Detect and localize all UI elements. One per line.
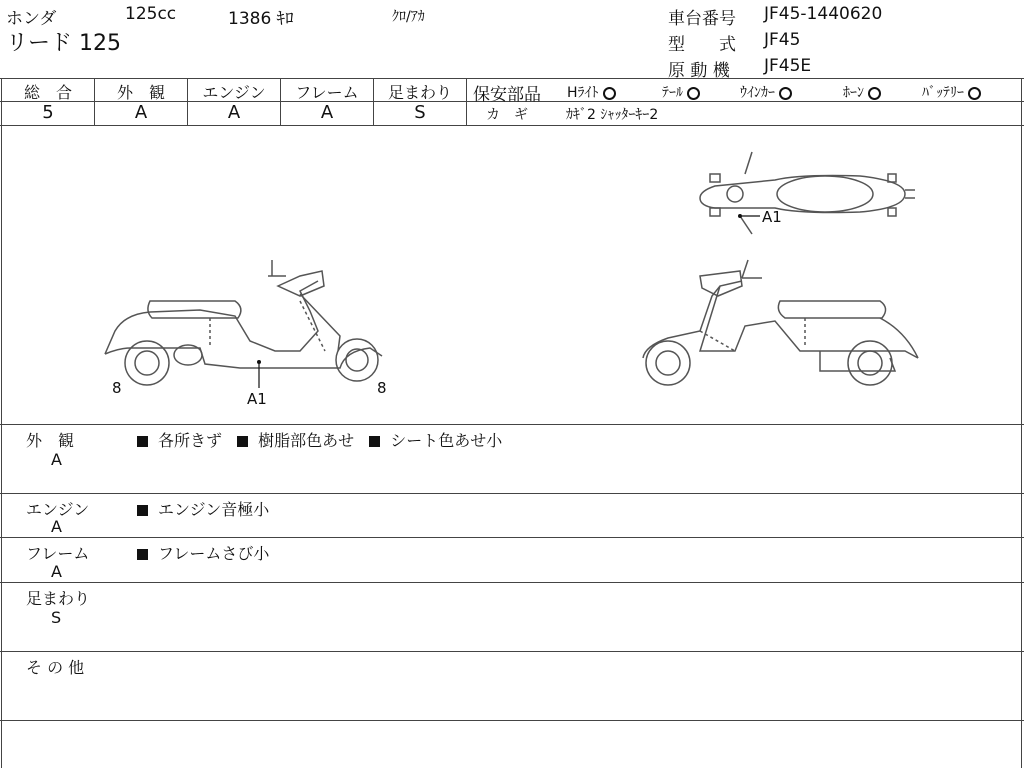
- bullet-square-icon: [369, 436, 380, 447]
- frame-no: JF45-1440620: [764, 4, 883, 24]
- bullet-square-icon: [137, 505, 148, 516]
- svg-text:A1: A1: [762, 208, 782, 226]
- key-value: ｶｷﾞ2 ｼｬｯﾀｰｷｰ2: [566, 107, 659, 123]
- grade-value-frame: A: [320, 102, 334, 123]
- safety-item-headlight: Hﾗｲﾄ: [567, 82, 616, 102]
- scooter-diagram: [0, 126, 1022, 424]
- section-grade-engine: A: [51, 517, 62, 536]
- maker: ホンダ: [6, 9, 57, 29]
- safety-item-horn: ﾎｰﾝ: [843, 82, 881, 102]
- frame-no-label: 車台番号: [668, 9, 736, 29]
- divider: [0, 582, 1024, 583]
- bullet-square-icon: [237, 436, 248, 447]
- grade-label-frame: フレーム: [295, 83, 359, 102]
- check-circle-icon: [687, 87, 700, 100]
- safety-item-winker: ｳｲﾝｶｰ: [740, 82, 792, 102]
- color: ｸﾛ/ｱｶ: [392, 9, 425, 25]
- scooter-right-side-icon: [643, 260, 918, 385]
- safety-item-battery: ﾊﾞｯﾃﾘｰ: [922, 82, 981, 102]
- section-notes-exterior: 各所きず 樹脂部色あせ シート色あせ小: [137, 428, 502, 451]
- section-label-exterior: 外 観: [26, 431, 75, 450]
- check-circle-icon: [968, 87, 981, 100]
- divider: [0, 493, 1024, 494]
- engine-value: JF45E: [764, 56, 812, 76]
- section-label-suspension: 足まわり: [26, 589, 91, 608]
- grade-label-overall: 総 合: [23, 83, 72, 102]
- check-circle-icon: [779, 87, 792, 100]
- rear-wheel-mark: 8: [377, 379, 387, 397]
- mileage: 1386 ｷﾛ: [228, 9, 294, 29]
- type-value: JF45: [764, 30, 801, 50]
- bullet-square-icon: [137, 549, 148, 560]
- divider: [0, 78, 1024, 79]
- section-label-frame: フレーム: [26, 544, 90, 563]
- grade-value-suspension: S: [414, 102, 426, 123]
- safety-item-tail: ﾃｰﾙ: [662, 82, 700, 102]
- grade-value-exterior: A: [134, 102, 148, 123]
- section-notes-engine: エンジン音極小: [137, 497, 269, 520]
- divider: [0, 720, 1024, 721]
- section-grade-frame: A: [51, 562, 62, 581]
- type-label: 型 式: [668, 35, 736, 55]
- bullet-square-icon: [137, 436, 148, 447]
- section-grade-exterior: A: [51, 450, 62, 469]
- grade-label-exterior: 外 観: [116, 83, 165, 102]
- grade-value-engine: A: [227, 102, 241, 123]
- scooter-left-side-icon: [105, 260, 382, 385]
- section-notes-frame: フレームさび小: [137, 541, 269, 564]
- front-wheel-mark: 8: [112, 379, 122, 397]
- section-grade-suspension: S: [51, 608, 62, 627]
- marker-side-a1: [247, 360, 267, 408]
- scooter-top-view-icon: [700, 152, 915, 234]
- divider: [0, 651, 1024, 652]
- grade-value-overall: 5: [42, 102, 54, 123]
- divider: [0, 424, 1024, 425]
- key-label: カ ギ: [486, 107, 528, 123]
- svg-text:A1: A1: [247, 390, 267, 408]
- section-label-engine: エンジン: [26, 500, 90, 519]
- divider: [0, 537, 1024, 538]
- section-label-other: そ の 他: [26, 658, 85, 677]
- check-circle-icon: [868, 87, 881, 100]
- grade-label-engine: エンジン: [202, 83, 266, 102]
- grade-label-suspension: 足まわり: [387, 83, 452, 102]
- engine-label: 原 動 機: [668, 61, 730, 81]
- divider: [466, 78, 467, 125]
- displacement: 125cc: [125, 4, 177, 24]
- check-circle-icon: [603, 87, 616, 100]
- safety-label: 保安部品: [473, 85, 541, 105]
- model-name: リード 125: [6, 31, 121, 56]
